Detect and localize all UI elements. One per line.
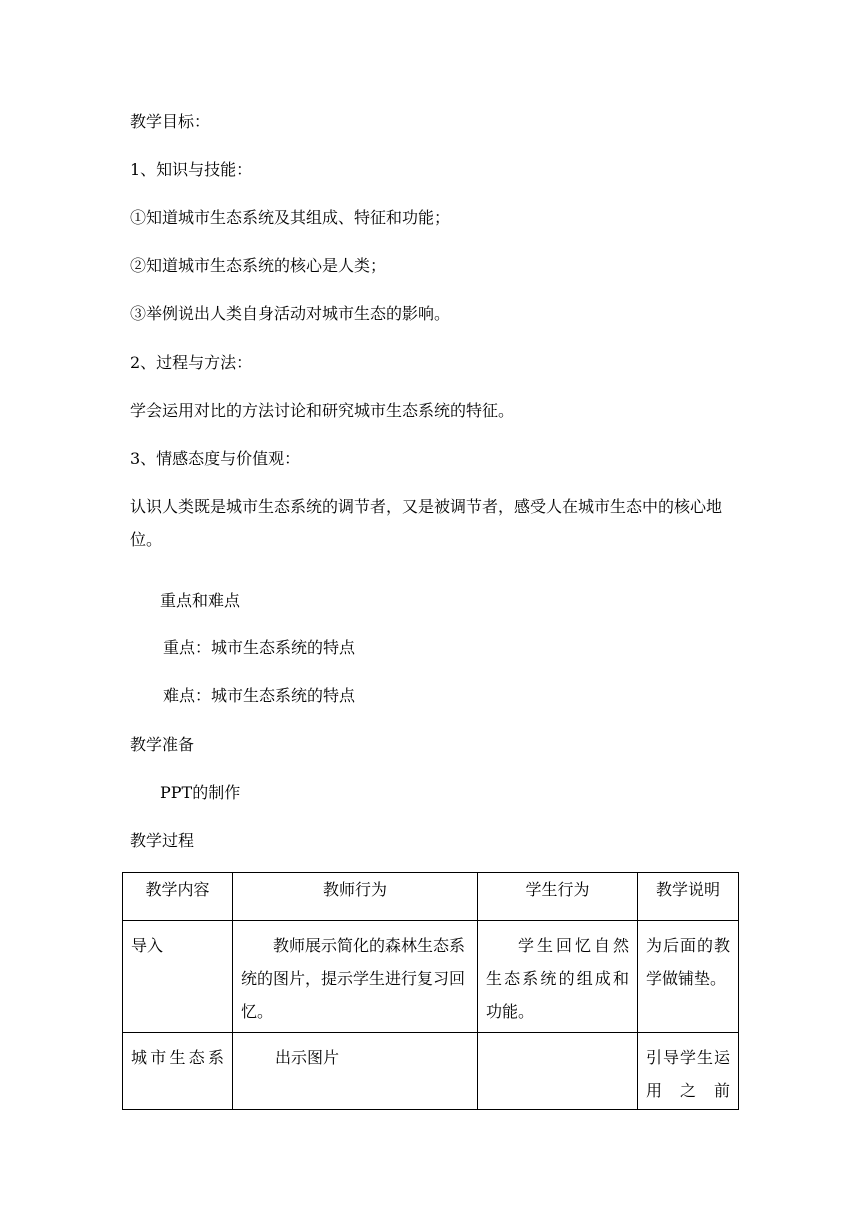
table-header-row xyxy=(123,873,739,921)
section-3-text: 认识人类既是城市生态系统的调节者，又是被调节者，感受人在城市生态中的核心地位。 xyxy=(130,497,723,549)
section-1-title: 1、知识与技能： xyxy=(130,160,253,179)
objectives-heading: 教学目标： xyxy=(130,112,211,131)
row-student-cell xyxy=(478,1033,638,1110)
objective-item-2: ②知道城市生态系统的核心是人类； xyxy=(130,256,387,275)
key-points-heading: 重点和难点 xyxy=(160,591,241,610)
objective-item-1: ①知道城市生态系统及其组成、特征和功能； xyxy=(130,208,451,227)
row-content-cell: 城市生态系 xyxy=(123,1033,233,1110)
table-row xyxy=(123,1033,739,1110)
table-row xyxy=(123,921,739,1033)
process-heading: 教学过程 xyxy=(130,831,195,850)
section-3-title: 3、情感态度与价值观： xyxy=(130,449,301,468)
difficult-point: 难点：城市生态系统的特点 xyxy=(163,686,356,705)
column-header-teacher: 教师行为 xyxy=(233,873,478,921)
row-student-cell: 学生回忆自然生态系统的组成和功能。 xyxy=(478,921,638,1033)
lesson-table xyxy=(122,872,739,1110)
column-header-note: 教学说明 xyxy=(638,873,739,921)
section-2-title: 2、过程与方法： xyxy=(130,353,253,372)
preparation-item: PPT的制作 xyxy=(160,783,241,802)
section-2-text: 学会运用对比的方法讨论和研究城市生态系统的特征。 xyxy=(130,401,515,420)
column-header-content: 教学内容 xyxy=(123,873,233,921)
preparation-heading: 教学准备 xyxy=(130,735,195,754)
row-teacher-cell: 教师展示简化的森林生态系统的图片，提示学生进行复习回忆。 xyxy=(233,921,478,1033)
objective-item-3: ③举例说出人类自身活动对城市生态的影响。 xyxy=(130,304,451,323)
column-header-student: 学生行为 xyxy=(478,873,638,921)
row-teacher-cell: 出示图片 xyxy=(233,1033,478,1110)
row-content-cell: 导入 xyxy=(123,921,233,1033)
row-note-cell: 为后面的教学做铺垫。 xyxy=(638,921,739,1033)
key-point: 重点：城市生态系统的特点 xyxy=(163,638,356,657)
row-note-cell: 引导学生运用之前 xyxy=(638,1033,739,1110)
